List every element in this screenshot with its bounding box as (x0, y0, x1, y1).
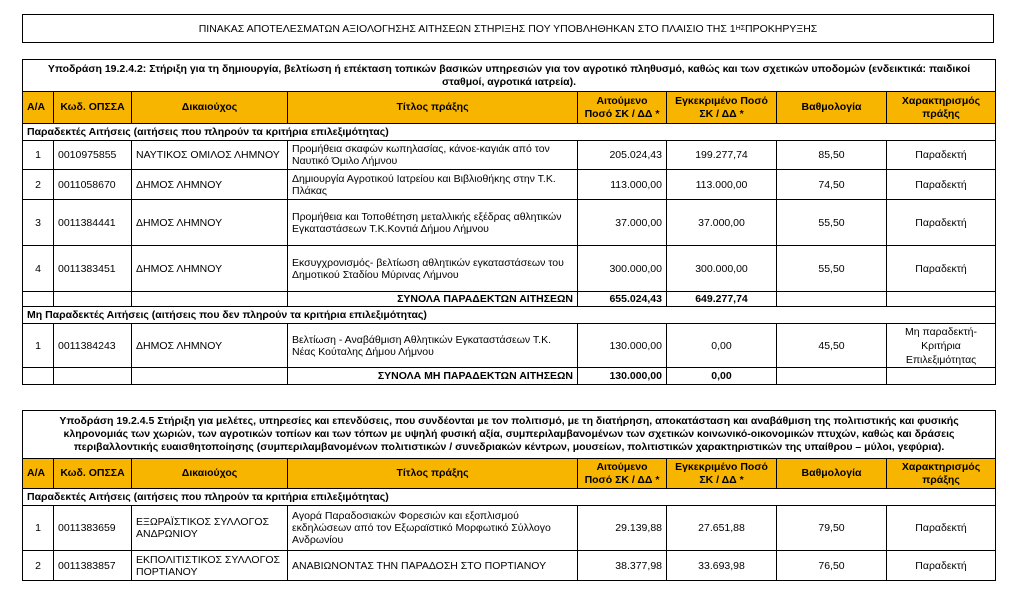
header-requested: Αιτούμενο Ποσό ΣΚ / ΔΔ * (578, 92, 667, 124)
cell-requested: 37.000,00 (578, 200, 667, 246)
cell-code: 0011383857 (54, 551, 132, 581)
cell-score: 74,50 (777, 170, 887, 200)
cell-requested: 113.000,00 (578, 170, 667, 200)
results-table-19-2-4-2 (22, 59, 996, 385)
header-aa: Α/Α (23, 92, 54, 124)
section-accepted: Παραδεκτές Αιτήσεις (αιτήσεις που πληρούν τα κριτήρια επιλεξιμότητας) (23, 489, 996, 506)
section-accepted: Παραδεκτές Αιτήσεις (αιτήσεις που πληρούν τα κριτήρια επιλεξιμότητας) (23, 124, 996, 141)
accepted-total-requested: 655.024,43 (578, 292, 667, 307)
cell-status: Παραδεκτή (887, 141, 996, 170)
cell-status: Παραδεκτή (887, 506, 996, 551)
header-approved: Εγκεκριμένο Ποσό ΣΚ / ΔΔ * (667, 459, 777, 489)
title-tail: ΠΡΟΚΗΡΥΞΗΣ (745, 22, 818, 35)
cell-status: Μη παραδεκτή- Κριτήρια Επιλεξιμότητας (887, 324, 996, 368)
cell-beneficiary: ΔΗΜΟΣ ΛΗΜΝΟΥ (132, 200, 288, 246)
rejected-total-label: ΣΥΝΟΛΑ ΜΗ ΠΑΡΑΔΕΚΤΩΝ ΑΙΤΗΣΕΩΝ (288, 368, 578, 385)
cell-requested: 29.139,88 (578, 506, 667, 551)
cell-code: 0010975855 (54, 141, 132, 170)
table-row (23, 141, 996, 170)
header-approved: Εγκεκριμένο Ποσό ΣΚ / ΔΔ * (667, 92, 777, 124)
cell-status: Παραδεκτή (887, 200, 996, 246)
title-superscript: ΗΣ (735, 25, 746, 32)
cell-approved: 37.000,00 (667, 200, 777, 246)
accepted-total-label: ΣΥΝΟΛΑ ΠΑΡΑΔΕΚΤΩΝ ΑΙΤΗΣΕΩΝ (288, 292, 578, 307)
cell-action: Δημιουργία Αγροτικού Ιατρείου και Βιβλιοθήκης στην Τ.Κ. Πλάκας (288, 170, 578, 200)
cell-score: 85,50 (777, 141, 887, 170)
results-table-19-2-4-5 (22, 410, 996, 581)
table-row (23, 324, 996, 368)
cell-code: 0011383659 (54, 506, 132, 551)
header-requested: Αιτούμενο Ποσό ΣΚ / ΔΔ * (578, 459, 667, 489)
cell-beneficiary: ΕΞΩΡΑΪΣΤΙΚΟΣ ΣΥΛΛΟΓΟΣ ΑΝΔΡΩΝΙΟΥ (132, 506, 288, 551)
header-aa: Α/Α (23, 459, 54, 489)
cell-approved: 199.277,74 (667, 141, 777, 170)
header-beneficiary: Δικαιούχος (132, 459, 288, 489)
cell-requested: 130.000,00 (578, 324, 667, 368)
header-characterization: Χαρακτηρισμός πράξης (887, 459, 996, 489)
cell-code: 0011384243 (54, 324, 132, 368)
cell-code: 0011383451 (54, 246, 132, 292)
cell-beneficiary: ΕΚΠΟΛΙΤΙΣΤΙΚΟΣ ΣΥΛΛΟΓΟΣ ΠΟΡΤΙΑΝΟΥ (132, 551, 288, 581)
accepted-total-approved: 649.277,74 (667, 292, 777, 307)
table-row (23, 506, 996, 551)
cell-approved: 27.651,88 (667, 506, 777, 551)
subaction-title: Υποδράση 19.2.4.5 Στήριξη για μελέτες, υπηρεσίες και επενδύσεις, που συνδέονται με τον πολιτισμό, με τη διατήρηση, αποκατάσταση και αναβάθμιση της πολιτιστικής και φυσικής κληρονομιάς των χωριών, των αγροτικών τοπίων και των τόπων με υψηλή φυσική αξία, συμπεριλαμβανομένων των σχετικών κοινωνικό-οικονομικών πτυχών, καθώς και δράσεις περιβαλλοντικής ευαισθητοποίησης (συμπεριλαμβανομένων πολιτιστικών / συνεδριακών κέντρων, μουσείων, πολιτιστικών χαρακτηριστικών της υπαίθρου – μύλοι, γεφύρια). (23, 411, 996, 459)
cell-action: Προμήθεια σκαφών κωπηλασίας, κάνοε-καγιάκ από τον Ναυτικό Όμιλο Λήμνου (288, 141, 578, 170)
cell-beneficiary: ΝΑΥΤΙΚΟΣ ΟΜΙΛΟΣ ΛΗΜΝΟΥ (132, 141, 288, 170)
cell-code: 0011058670 (54, 170, 132, 200)
totals-row-rejected (23, 368, 996, 385)
rejected-total-approved: 0,00 (667, 368, 777, 385)
cell-score: 55,50 (777, 246, 887, 292)
cell-score: 76,50 (777, 551, 887, 581)
cell-action: Προμήθεια και Τοποθέτηση μεταλλικής εξέδρας αθλητικών Εγκαταστάσεων Τ.Κ.Κοντιά Δήμου Λήμνου (288, 200, 578, 246)
cell-approved: 300.000,00 (667, 246, 777, 292)
table-row (23, 170, 996, 200)
cell-aa: 1 (23, 141, 54, 170)
cell-approved: 0,00 (667, 324, 777, 368)
cell-beneficiary: ΔΗΜΟΣ ΛΗΜΝΟΥ (132, 246, 288, 292)
document-title (22, 14, 994, 43)
cell-score: 45,50 (777, 324, 887, 368)
cell-aa: 2 (23, 551, 54, 581)
cell-score: 79,50 (777, 506, 887, 551)
cell-status: Παραδεκτή (887, 246, 996, 292)
cell-aa: 2 (23, 170, 54, 200)
cell-requested: 38.377,98 (578, 551, 667, 581)
header-code: Κωδ. ΟΠΣΣΑ (54, 92, 132, 124)
table-row (23, 200, 996, 246)
cell-beneficiary: ΔΗΜΟΣ ΛΗΜΝΟΥ (132, 324, 288, 368)
cell-action: Αγορά Παραδοσιακών Φορεσιών και εξοπλισμού εκδηλώσεων από τον Εξωραϊστικό Μορφωτικό Σύλλογο Ανδρωνίου (288, 506, 578, 551)
cell-aa: 4 (23, 246, 54, 292)
table-row (23, 551, 996, 581)
cell-requested: 205.024,43 (578, 141, 667, 170)
header-score: Βαθμολογία (777, 92, 887, 124)
cell-aa: 3 (23, 200, 54, 246)
cell-status: Παραδεκτή (887, 551, 996, 581)
cell-aa: 1 (23, 506, 54, 551)
header-code: Κωδ. ΟΠΣΣΑ (54, 459, 132, 489)
cell-code: 0011384441 (54, 200, 132, 246)
rejected-total-requested: 130.000,00 (578, 368, 667, 385)
cell-action: Βελτίωση - Αναβάθμιση Αθλητικών Εγκαταστάσεων Τ.Κ. Νέας Κούταλης Δήμου Λήμνου (288, 324, 578, 368)
cell-beneficiary: ΔΗΜΟΣ ΛΗΜΝΟΥ (132, 170, 288, 200)
table-row (23, 246, 996, 292)
header-action-title: Τίτλος πράξης (288, 92, 578, 124)
cell-score: 55,50 (777, 200, 887, 246)
header-characterization: Χαρακτηρισμός πράξης (887, 92, 996, 124)
cell-approved: 33.693,98 (667, 551, 777, 581)
header-beneficiary: Δικαιούχος (132, 92, 288, 124)
cell-action: Εκσυγχρονισμός- βελτίωση αθλητικών εγκαταστάσεων του Δημοτικού Σταδίου Μύρινας Λήμνου (288, 246, 578, 292)
cell-requested: 300.000,00 (578, 246, 667, 292)
cell-aa: 1 (23, 324, 54, 368)
cell-approved: 113.000,00 (667, 170, 777, 200)
section-rejected: Μη Παραδεκτές Αιτήσεις (αιτήσεις που δεν πληρούν τα κριτήρια επιλεξιμότητας) (23, 307, 996, 324)
header-action-title: Τίτλος πράξης (288, 459, 578, 489)
header-score: Βαθμολογία (777, 459, 887, 489)
cell-action: ΑΝΑΒΙΩΝΟΝΤΑΣ ΤΗΝ ΠΑΡΑΔΟΣΗ ΣΤΟ ΠΟΡΤΙΑΝΟΥ (288, 551, 578, 581)
subaction-title: Υποδράση 19.2.4.2: Στήριξη για τη δημιουργία, βελτίωση ή επέκταση τοπικών βασικών υπηρεσιών για τον αγροτικό πληθυσμό, καθώς και των σχετικών υποδομών (ενδεικτικά: παιδικοί σταθμοί, αγροτικά ιατρεία). (23, 60, 996, 92)
title-text: ΠΙΝΑΚΑΣ ΑΠΟΤΕΛΕΣΜΑΤΩΝ ΑΞΙΟΛΟΓΗΣΗΣ ΑΙΤΗΣΕΩΝ ΣΤΗΡΙΞΗΣ ΠΟΥ ΥΠΟΒΛΗΘΗΚΑΝ ΣΤΟ ΠΛΑΙΣΙΟ ΤΗΣ 1 (198, 22, 736, 35)
totals-row-accepted (23, 292, 996, 307)
cell-status: Παραδεκτή (887, 170, 996, 200)
